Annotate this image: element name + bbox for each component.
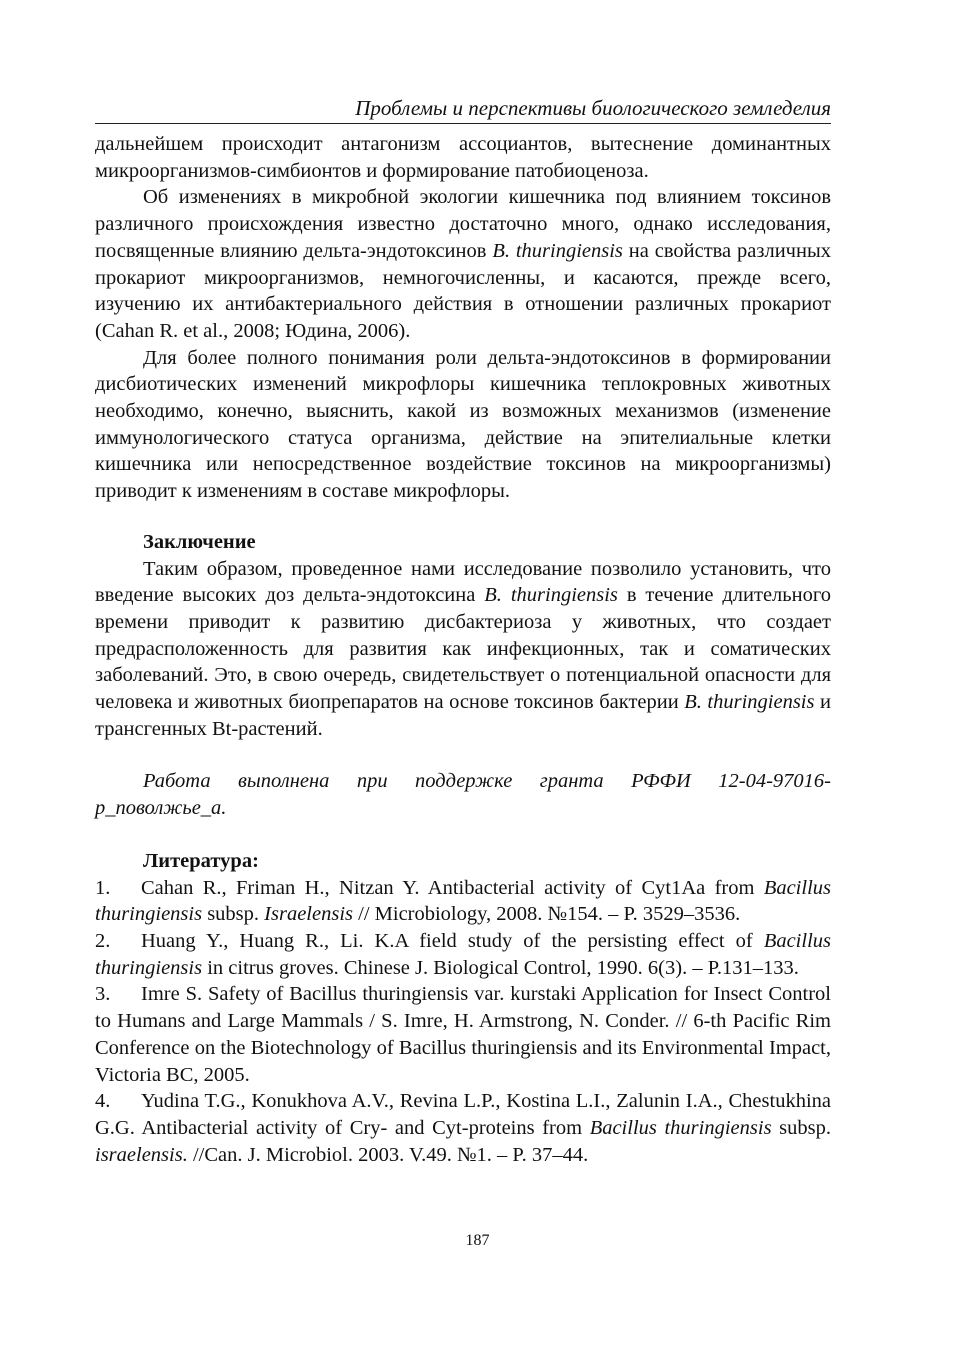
reference-number: 3.	[95, 983, 111, 1006]
species-name: Bacillus thuringiensis	[95, 876, 831, 926]
paragraph-microbial-ecology	[95, 184, 831, 344]
reference-text: Imre S. Safety of Bacillus thuringiensis var. kurstaki Application for Insect Control to Humans and Large Mammals / S. Imre, H. Armstrong, N. Conder. // 6-th Pacific Rim Conference on the Biotechnology of Bacillus thuringiensis and its Environmental Impact, Victoria BC, 2005.	[95, 983, 831, 1086]
references-heading: Литература:	[143, 849, 259, 872]
reference-item	[95, 928, 831, 981]
species-name: Bacillus thuringiensis	[589, 1116, 772, 1139]
species-name: Israelensis	[264, 903, 353, 926]
species-name: B. thuringiensis	[484, 584, 618, 607]
reference-item	[95, 1088, 831, 1168]
species-name: Bacillus thuringiensis	[95, 929, 831, 979]
reference-item	[95, 875, 831, 928]
reference-item	[95, 981, 831, 1088]
species-name: B. thuringiensis	[684, 691, 815, 714]
reference-text: Cahan R., Friman H., Nitzan Y. Antibacterial activity of Cyt1Aa from	[141, 876, 764, 899]
conclusion-text: Таким образом, проведенное нами исследование позволило установить, что введение высоких доз дельта-эндотоксина	[95, 557, 831, 607]
reference-number: 2.	[95, 929, 111, 952]
page-number: 187	[465, 1232, 490, 1249]
reference-text: subsp.	[202, 903, 265, 926]
running-header: Проблемы и перспективы биологического земледелия	[95, 95, 831, 124]
paragraph-text: Об изменениях в микробной экологии кишечника под влиянием токсинов различного происхождения известно достаточно много, однако исследования, посвященные влиянию дельта-эндотоксинов	[95, 186, 831, 262]
reference-text: //Can. J. Microbiol. 2003. V.49. №1. – P. 37–44.	[187, 1143, 589, 1166]
reference-text: subsp.	[771, 1116, 831, 1139]
conclusion-text: в течение длительного времени приводит к развитию дисбактериоза у животных, что создает предрасположенность для развития как инфекционных, так и соматических заболеваний. Это, в свою очередь, свидетельствует о потенциальной опасности для человека и животных биопрепаратов на основе токсинов бактерии	[95, 584, 831, 714]
reference-number: 1.	[95, 876, 111, 899]
reference-text: Huang Y., Huang R., Li. K.A field study of the persisting effect of	[141, 929, 764, 952]
conclusion-heading: Заключение	[143, 530, 256, 553]
paragraph-text: на свойства различных прокариот микроорганизмов, немногочисленны, и касаются, прежде всего, изучению их антибактериального действия в отношении различных прокариот (Cahan R. et al., 2008; Юдина, 2006).	[95, 239, 831, 342]
reference-text: in citrus groves. Chinese J. Biological Control, 1990. 6(3). – P.131–133.	[202, 956, 799, 979]
article-body	[95, 131, 831, 1168]
reference-text: Yudina T.G., Konukhova A.V., Revina L.P., Kostina L.I., Zalunin I.A., Chestukhina G.G. Antibacterial activity of Cry- and Cyt-proteins from	[95, 1090, 831, 1139]
grant-acknowledgement: Работа выполнена при поддержке гранта РФФИ 12-04-97016-р_поволжье_а.	[95, 770, 831, 820]
conclusion-paragraph	[95, 556, 831, 743]
species-name: israelensis.	[95, 1143, 188, 1166]
paragraph-continuation: дальнейшем происходит антагонизм ассоциантов, вытеснение доминантных микроорганизмов-симбионтов и формирование патобиоценоза.	[95, 133, 831, 182]
reference-text: // Microbiology, 2008. №154. – P. 3529–3536.	[353, 903, 741, 926]
conclusion-text: и трансгенных Bt-растений.	[95, 691, 831, 740]
paragraph-mechanisms: Для более полного понимания роли дельта-эндотоксинов в формировании дисбиотических изменений микрофлоры кишечника теплокровных животных необходимо, конечно, выяснить, какой из возможных механизмов (изменение иммунологического статуса организма, действие на эпителиальные клетки кишечника или непосредственное воздействие токсинов на микроорганизмы) приводит к изменениям в составе микрофлоры.	[95, 346, 831, 503]
reference-number: 4.	[95, 1090, 111, 1113]
species-name: B. thuringiensis	[492, 239, 623, 262]
